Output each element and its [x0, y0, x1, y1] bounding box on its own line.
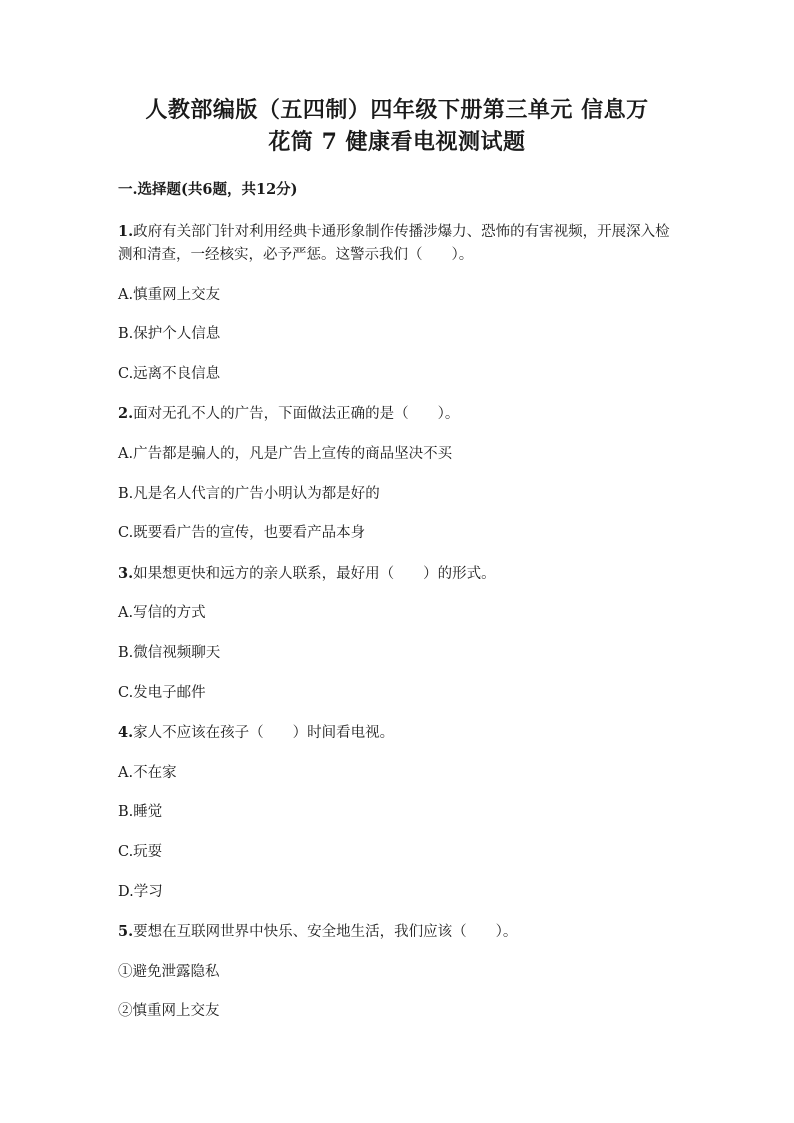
question-block [118, 721, 676, 903]
question-stem: 政府有关部门针对利用经典卡通形象制作传播涉爆力、恐怖的有害视频，开展深入检测和清查，一经核实，必予严惩。这警示我们（ ）。 [118, 224, 670, 263]
question-stem: 家人不应该在孩子（ ）时间看电视。 [133, 725, 395, 742]
question-stem: 如果想更快和远方的亲人联系，最好用（ ）的形式。 [133, 565, 496, 582]
question-text [118, 220, 676, 267]
section-heading: 一.选择题(共6题，共12分) [118, 181, 298, 198]
question-text [118, 721, 676, 745]
question-block [118, 220, 676, 386]
question-text [118, 920, 676, 944]
option: B.睡觉 [118, 804, 163, 821]
title-line-2: 花筒 7 健康看电视测试题 [268, 129, 526, 155]
question-number: 1. [118, 223, 134, 240]
option: C.玩耍 [118, 843, 163, 860]
question-number: 4. [118, 724, 134, 742]
question-stem: 要想在互联网世界中快乐、安全地生活，我们应该（ ）。 [133, 924, 518, 941]
option: ②慎重网上交友 [118, 1003, 220, 1020]
question-number: 3. [118, 564, 134, 582]
page-title [118, 94, 676, 158]
question-text [118, 402, 676, 426]
question-stem: 面对无孔不人的广告，下面做法正确的是（ ）。 [133, 406, 460, 423]
option: C.远离不良信息 [118, 365, 221, 382]
question-number: 5. [118, 923, 134, 941]
option: A.写信的方式 [118, 605, 206, 622]
option: B.保护个人信息 [118, 326, 221, 343]
option: A.广告都是骗人的，凡是广告上宣传的商品坚决不买 [118, 445, 453, 462]
question-block [118, 920, 676, 1023]
title-line-1: 人教部编版（五四制）四年级下册第三单元 信息万 [145, 97, 649, 123]
option: A.不在家 [118, 764, 177, 781]
question-number: 2. [118, 405, 134, 423]
option: C.既要看广告的宣传，也要看产品本身 [118, 525, 366, 542]
option: A.慎重网上交友 [118, 286, 221, 303]
question-block [118, 402, 676, 545]
option: B.凡是名人代言的广告小明认为都是好的 [118, 485, 380, 502]
question-text [118, 562, 676, 586]
option: D.学习 [118, 883, 163, 900]
question-block [118, 562, 676, 705]
option: ①避免泄露隐私 [118, 963, 220, 980]
option: B.微信视频聊天 [118, 644, 221, 661]
option: C.发电子邮件 [118, 684, 206, 701]
